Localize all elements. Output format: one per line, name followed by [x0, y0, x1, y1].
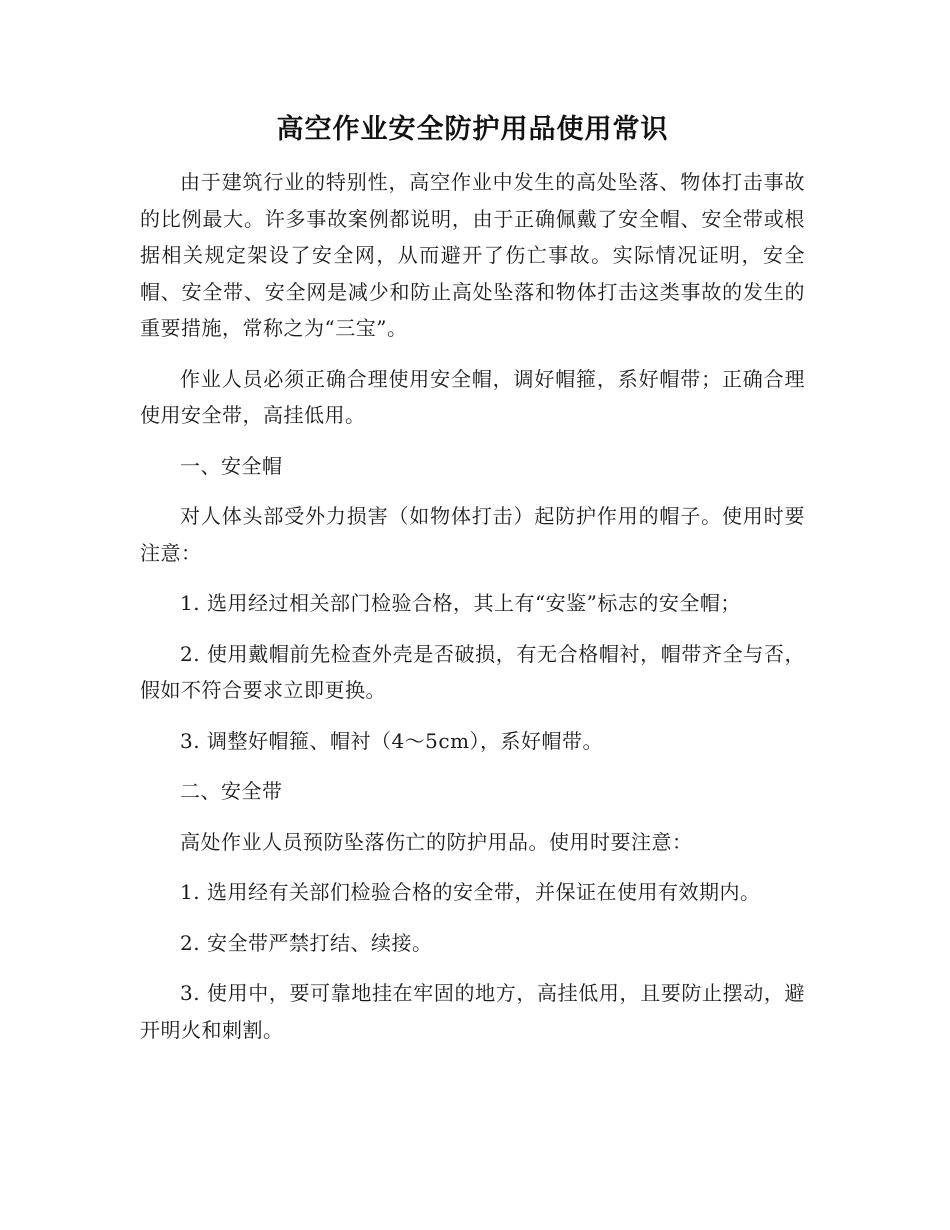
list-item: 1. 选用经有关部们检验合格的安全带，并保证在使用有效期内。 — [180, 880, 761, 904]
intro-paragraph: 由于建筑行业的特别性，高空作业中发生的高处坠落、物体打击事故的比例最大。许多事故案例都说明，由于正确佩戴了安全帽、安全带或根据相关规定架设了安全网，从而避开了伤亡事故。实际情况证明，安全帽、安全带、安全网是减少和防止高处坠落和物体打击这类事故的发生的重要措施，常称之为“三宝”。 — [140, 170, 805, 340]
section-helmet — [140, 448, 805, 760]
section-safety-belt — [140, 773, 805, 1048]
list-item: 3. 调整好帽箍、帽衬（4～5cm），系好帽带。 — [180, 728, 604, 753]
section-heading-helmet: 一、安全帽 — [180, 453, 283, 478]
list-item: 2. 安全带严禁打结、续接。 — [180, 930, 433, 955]
document-title: 高空作业安全防护用品使用常识 — [276, 114, 669, 145]
usage-paragraph: 作业人员必须正确合理使用安全帽，调好帽箍，系好帽带；正确合理使用安全带，高挂低用。 — [140, 366, 805, 427]
section-intro-helmet: 对人体头部受外力损害（如物体打击）起防护作用的帽子。使用时要注意： — [140, 504, 805, 565]
section-heading-safety-belt: 二、安全带 — [180, 779, 283, 803]
document-page — [140, 108, 805, 1062]
list-item: 3. 使用中，要可靠地挂在牢固的地方，高挂低用，且要防止摆动，避开明火和刺割。 — [140, 981, 805, 1042]
section-intro-safety-belt: 高处作业人员预防坠落伤亡的防护用品。使用时要注意： — [180, 829, 693, 854]
list-item: 2. 使用戴帽前先检查外壳是否破损，有无合格帽衬，帽带齐全与否，假如不符合要求立即更换。 — [140, 641, 805, 702]
list-item: 1. 选用经过相关部门检验合格，其上有“安鉴”标志的安全帽； — [180, 591, 741, 615]
